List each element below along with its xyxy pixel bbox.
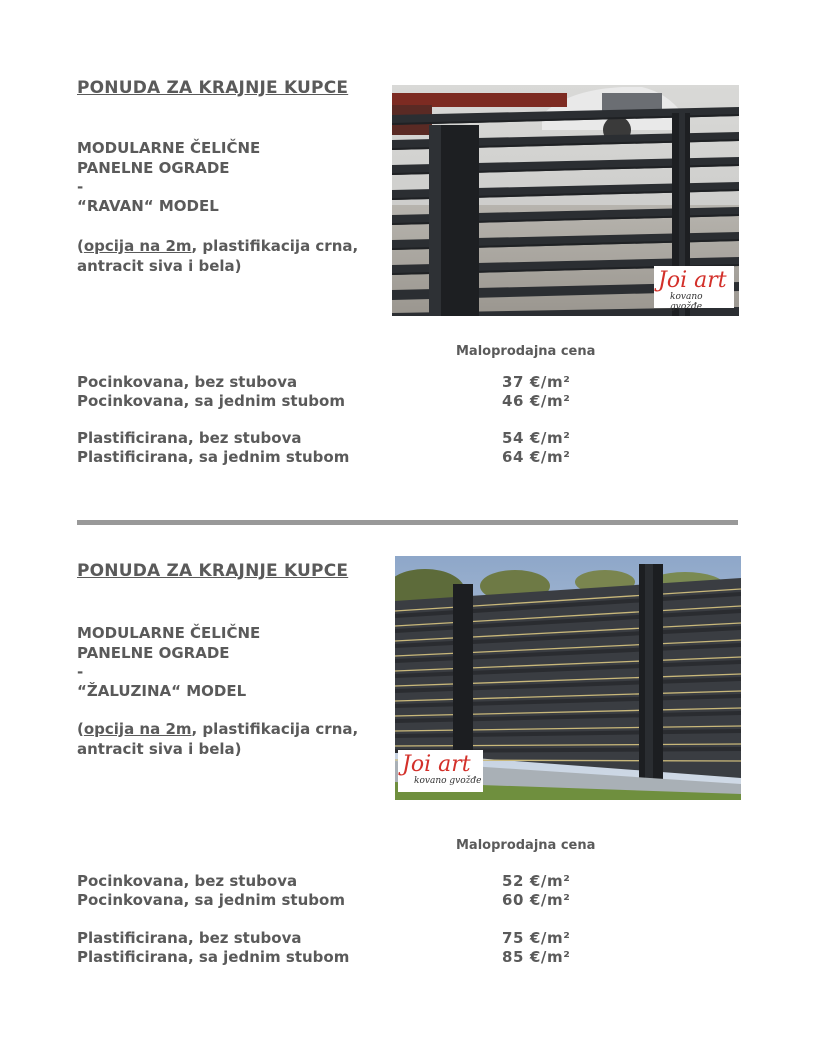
logo-subtitle: kovano gvožđe xyxy=(414,776,482,786)
logo-subtitle: kovano gvožđe xyxy=(670,292,703,312)
price-value: 46 €/m² xyxy=(502,392,571,410)
price-value: 54 €/m² xyxy=(502,429,571,447)
section2-product-text xyxy=(77,623,260,701)
price-label: Pocinkovana, bez stubova xyxy=(77,373,298,391)
joiart-logo xyxy=(398,750,483,792)
price-value: 75 €/m² xyxy=(502,929,571,947)
product-line-2: PANELNE OGRADE xyxy=(77,644,230,662)
section1-price-table xyxy=(77,373,349,467)
zaluzina-fence-photo xyxy=(395,556,741,800)
model-name: “ŽALUZINA“ MODEL xyxy=(77,682,247,700)
price-label: Pocinkovana, sa jednim stubom xyxy=(77,891,345,909)
price-value: 52 €/m² xyxy=(502,872,571,890)
model-name: “RAVAN“ MODEL xyxy=(77,197,219,215)
section1-title: PONUDA ZA KRAJNJE KUPCE xyxy=(77,78,349,98)
section1-price-header: Maloprodajna cena xyxy=(456,344,596,359)
price-value: 64 €/m² xyxy=(502,448,571,466)
price-label: Plastificirana, sa jednim stubom xyxy=(77,448,350,466)
price-value: 37 €/m² xyxy=(502,373,571,391)
section-divider xyxy=(77,520,738,525)
section2-title: PONUDA ZA KRAJNJE KUPCE xyxy=(77,561,349,581)
price-label: Plastificirana, bez stubova xyxy=(77,429,302,447)
product-line-1: MODULARNE ČELIČNE xyxy=(77,139,261,157)
logo-brand: Joi art xyxy=(402,752,471,777)
logo-brand: Joi art xyxy=(658,268,727,293)
section1-product-text xyxy=(77,138,260,216)
section2-option-text xyxy=(77,719,358,759)
option-line-2: antracit siva i bela) xyxy=(77,257,242,275)
price-label: Plastificirana, sa jednim stubom xyxy=(77,948,350,966)
dash: - xyxy=(77,663,84,681)
product-line-2: PANELNE OGRADE xyxy=(77,159,230,177)
section2-price-table xyxy=(77,872,349,967)
option-height-link: opcija na 2m xyxy=(83,720,192,738)
price-value: 60 €/m² xyxy=(502,891,571,909)
ravan-fence-photo xyxy=(392,85,739,316)
price-value: 85 €/m² xyxy=(502,948,571,966)
section2-price-values xyxy=(502,872,570,967)
section2-price-header: Maloprodajna cena xyxy=(456,838,596,853)
option-height-link: opcija na 2m xyxy=(83,237,192,255)
joiart-logo xyxy=(654,266,734,312)
product-line-1: MODULARNE ČELIČNE xyxy=(77,624,261,642)
option-line-2: antracit siva i bela) xyxy=(77,740,242,758)
price-label: Pocinkovana, sa jednim stubom xyxy=(77,392,345,410)
option-line-1: (opcija na 2m, plastifikacija crna, xyxy=(77,237,359,255)
section1-option-text xyxy=(77,236,358,276)
section1-price-values xyxy=(502,373,570,467)
price-label: Pocinkovana, bez stubova xyxy=(77,872,298,890)
dash: - xyxy=(77,178,84,196)
price-label: Plastificirana, bez stubova xyxy=(77,929,302,947)
option-line-1: (opcija na 2m, plastifikacija crna, xyxy=(77,720,359,738)
